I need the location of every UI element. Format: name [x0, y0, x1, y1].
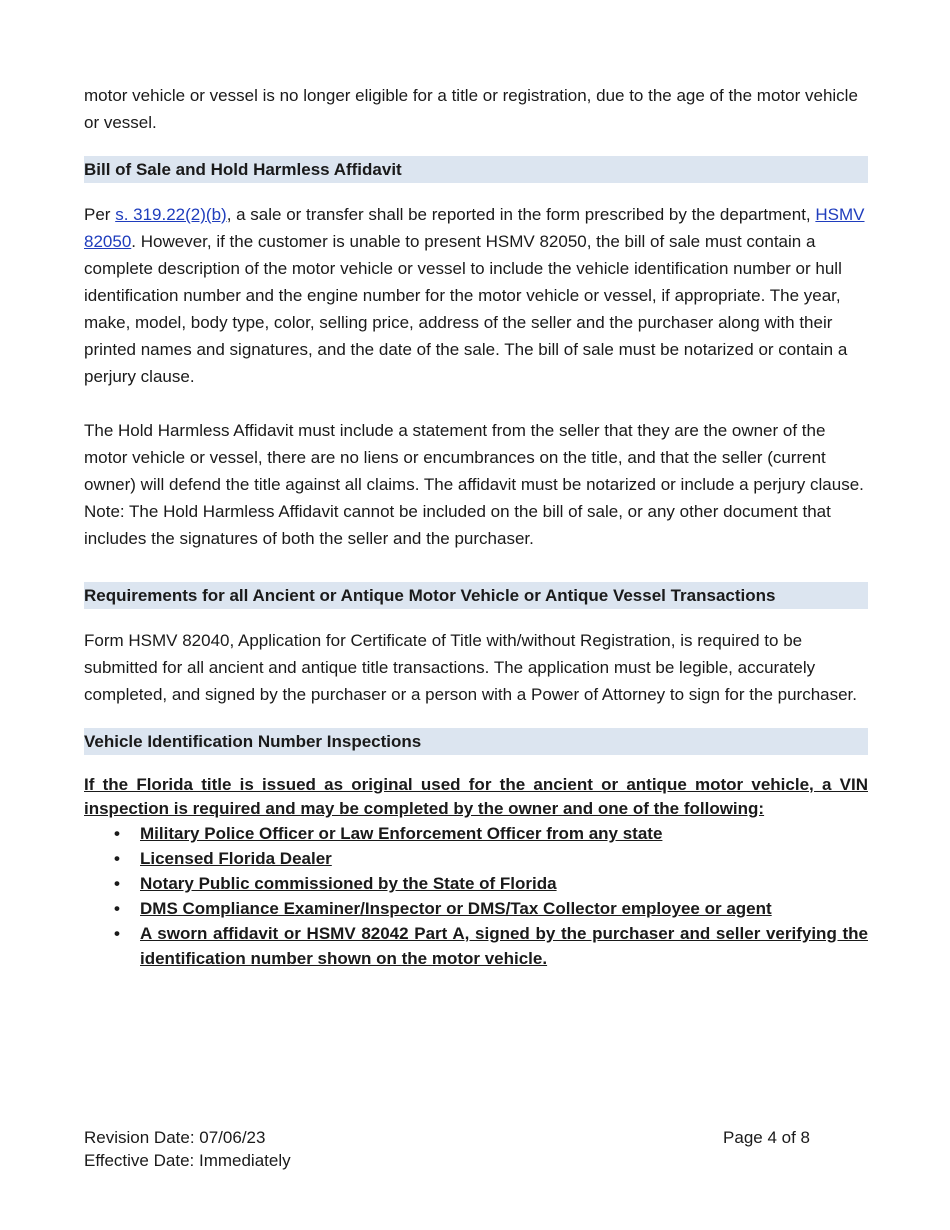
list-item: • DMS Compliance Examiner/Inspector or DMS/Tax Collector employee or agent	[84, 896, 868, 921]
requirements-heading: Requirements for all Ancient or Antique Motor Vehicle or Antique Vessel Transactions	[84, 582, 868, 609]
list-item: • A sworn affidavit or HSMV 82042 Part A, signed by the purchaser and seller verifying the identification number shown on the motor vehicle.	[84, 921, 868, 971]
vin-intro: If the Florida title is issued as original used for the ancient or antique motor vehicle, a VIN inspection is required and may be completed by the owner and one of the following:	[84, 775, 868, 818]
hsmv-82050-link[interactable]: HSMV 82050	[84, 205, 865, 251]
revision-date: Revision Date: 07/06/23	[84, 1128, 266, 1147]
bullet-icon: •	[114, 899, 120, 918]
bullet-icon: •	[114, 824, 120, 843]
page-number: Page 4 of 8	[723, 1128, 810, 1147]
bullet-icon: •	[114, 874, 120, 893]
statute-link[interactable]: s. 319.22(2)(b)	[115, 205, 227, 224]
list-item: • Military Police Officer or Law Enforcement Officer from any state	[84, 821, 868, 846]
hold-harmless-note: Note: The Hold Harmless Affidavit cannot be included on the bill of sale, or any other document that includes the signatures of both the seller and the purchaser.	[84, 502, 831, 548]
bill-of-sale-rest: . However, if the customer is unable to present HSMV 82050, the bill of sale must contain a complete description of the motor vehicle or vessel to include the vehicle identification number or hull identification number and the engine number for the motor vehicle or vessel, if appropriate. The year, make, model, body type, color, selling price, address of the seller and the purchaser along with their printed names and signatures, and the date of the sale. The bill of sale must be notarized or contain a perjury clause.	[84, 232, 848, 386]
bill-of-sale-paragraph	[84, 201, 868, 390]
list-item: • Licensed Florida Dealer	[84, 846, 868, 871]
page-footer	[84, 1126, 810, 1172]
bill-of-sale-heading: Bill of Sale and Hold Harmless Affidavit	[84, 156, 868, 183]
bill-of-sale-mid: , a sale or transfer shall be reported in the form prescribed by the department,	[226, 205, 816, 224]
hold-harmless-paragraph: The Hold Harmless Affidavit must include a statement from the seller that they are the owner of the motor vehicle or vessel, there are no liens or encumbrances on the title, and that the seller (current owner) will defend the title against all claims. The affidavit must be notarized or include a perjury clause.	[84, 421, 864, 494]
vin-heading: Vehicle Identification Number Inspections	[84, 728, 868, 755]
requirements-paragraph: Form HSMV 82040, Application for Certificate of Title with/without Registration, is required to be submitted for all ancient and antique title transactions. The application must be legible, accurately completed, and signed by the purchaser or a person with a Power of Attorney to sign for the purchaser.	[84, 631, 858, 704]
bullet-icon: •	[114, 849, 120, 868]
effective-date: Effective Date: Immediately	[84, 1151, 291, 1170]
vin-inspector-list	[84, 821, 868, 971]
bill-of-sale-prefix: Per	[84, 205, 116, 224]
bullet-icon: •	[114, 924, 120, 943]
list-item: • Notary Public commissioned by the State of Florida	[84, 871, 868, 896]
intro-paragraph: motor vehicle or vessel is no longer eligible for a title or registration, due to the age of the motor vehicle or vessel.	[84, 86, 858, 132]
document-page	[84, 82, 868, 971]
